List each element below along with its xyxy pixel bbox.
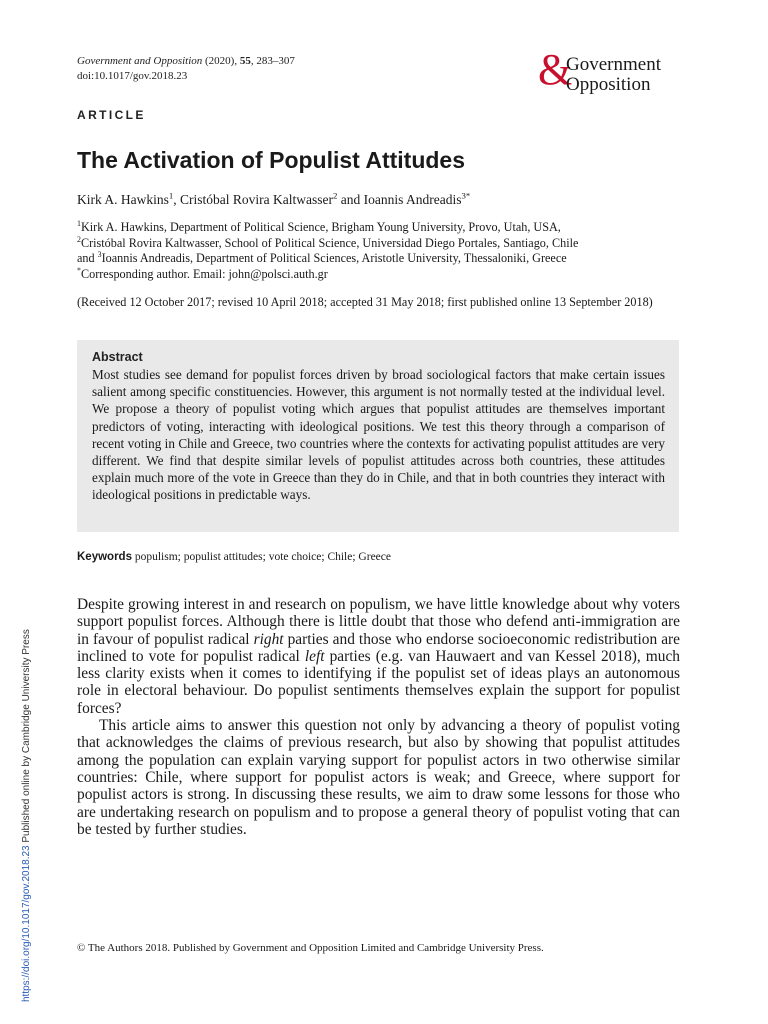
author-name: Ioannis Andreadis bbox=[363, 192, 462, 207]
author-affil-mark: 2 bbox=[333, 190, 338, 201]
author-list bbox=[77, 192, 470, 208]
copyright-notice: © The Authors 2018. Published by Government and Opposition Limited and Cambridge University Press. bbox=[77, 942, 544, 954]
author-separator: and bbox=[337, 192, 364, 207]
journal-year: (2020), bbox=[202, 55, 240, 67]
journal-name: Government and Opposition bbox=[77, 55, 203, 67]
journal-citation bbox=[77, 54, 295, 84]
affil-text: Ioannis Andreadis, Department of Political Sciences, Aristotle University, Thessaloniki, Greece bbox=[101, 251, 567, 265]
keywords-label: Keywords bbox=[77, 551, 132, 563]
author-name: Cristóbal Rovira Kaltwasser bbox=[180, 192, 333, 207]
affil-text: Kirk A. Hawkins, Department of Political Science, Brigham Young University, Provo, Utah, USA, bbox=[80, 220, 561, 234]
doi-line: doi:10.1017/gov.2018.23 bbox=[77, 70, 188, 82]
text-run: parties (e.g. van Hauwaert and van Kessel 2018), much less clarity exists when it comes to identifying if the populist set of ideas plays an autonomous role in electoral behaviour. Do populist sentiments themselves explain the support for populist forces? bbox=[77, 647, 680, 717]
affiliation-line bbox=[77, 220, 677, 236]
article-title: The Activation of Populist Attitudes bbox=[77, 147, 466, 173]
affil-mark: 2 bbox=[77, 234, 81, 244]
logo-word-government: Government bbox=[566, 54, 661, 75]
author-affil-mark: 1 bbox=[168, 190, 174, 201]
paragraph: This article aims to answer this question not only by advancing a theory of populist voting that acknowledges the claims of previous research, but also by showing that populist attitudes among the population can explain varying support for populist actors in two otherwise similar countries: Chile, where support for populist actors is weak; and Greece, where support for populist actors is strong. In discussing these results, we aim to draw some lessons for those who are undertaking research on populism and to propose a general theory of populist voting that can be tested by further studies. bbox=[77, 717, 680, 838]
affil-mark: 3 bbox=[97, 249, 102, 259]
emphasis-left: left bbox=[304, 647, 325, 665]
body-text bbox=[77, 596, 680, 838]
keywords-list: populism; populist attitudes; vote choice; Chile; Greece bbox=[131, 551, 391, 563]
abstract-heading: Abstract bbox=[92, 350, 143, 364]
affil-text: Corresponding author. Email: john@polsci.auth.gr bbox=[80, 266, 328, 281]
side-note-text: Published online by Cambridge University Press bbox=[21, 629, 32, 846]
author-separator: , bbox=[173, 192, 181, 207]
publication-dates: (Received 12 October 2017; revised 10 April 2018; accepted 31 May 2018; first published online 13 September 2018) bbox=[77, 295, 653, 309]
affiliation-line bbox=[77, 251, 677, 267]
journal-logo bbox=[538, 45, 698, 98]
affil-mark: 1 bbox=[77, 218, 81, 228]
author-affil-mark: 3* bbox=[461, 190, 471, 201]
side-publication-note bbox=[21, 629, 32, 1002]
author-name: Kirk A. Hawkins bbox=[77, 192, 169, 207]
affil-prefix: and bbox=[77, 251, 98, 265]
logo-ampersand: & bbox=[538, 45, 573, 94]
logo-word-opposition: Opposition bbox=[566, 74, 651, 95]
journal-volume: 55 bbox=[239, 55, 251, 67]
text-run: Despite growing interest in and research on populism, we have little knowledge about why voters support populist forces. Although there is little doubt that those who defend anti-immigration are in favour of populist radical bbox=[77, 596, 680, 648]
affiliation-line bbox=[77, 236, 677, 252]
paragraph bbox=[77, 596, 680, 717]
doi-link[interactable]: https://doi.org/10.1017/gov.2018.23 bbox=[21, 845, 32, 1002]
corresponding-author bbox=[77, 267, 677, 283]
journal-pages: , 283–307 bbox=[250, 55, 295, 67]
affil-mark: * bbox=[77, 265, 81, 275]
emphasis-right: right bbox=[253, 630, 284, 648]
keywords bbox=[77, 551, 391, 563]
article-type-label: ARTICLE bbox=[77, 108, 146, 122]
abstract-text: Most studies see demand for populist forces driven by broad sociological factors that make certain issues salient among specific constituencies. However, this argument is not normally tested at the individual level. We propose a theory of populist voting which argues that populist attitudes are themselves important predictors of voting, interacting with ideological positions. We test this theory through a comparison of recent voting in Chile and Greece, two countries where the contexts for activating populist attitudes are very different. We find that despite similar levels of populist attitudes across both countries, these attitudes explain much more of the vote in Greece than they do in Chile, and that in both countries they interact with ideological positions in predictable ways. bbox=[92, 367, 665, 503]
affil-text: Cristóbal Rovira Kaltwasser, School of Political Science, Universidad Diego Portales, Santiago, Chile bbox=[80, 235, 579, 250]
affiliations bbox=[77, 220, 677, 282]
text-run: parties and those who endorse socioeconomic redistribution are inclined to vote for populist radical bbox=[77, 630, 680, 665]
